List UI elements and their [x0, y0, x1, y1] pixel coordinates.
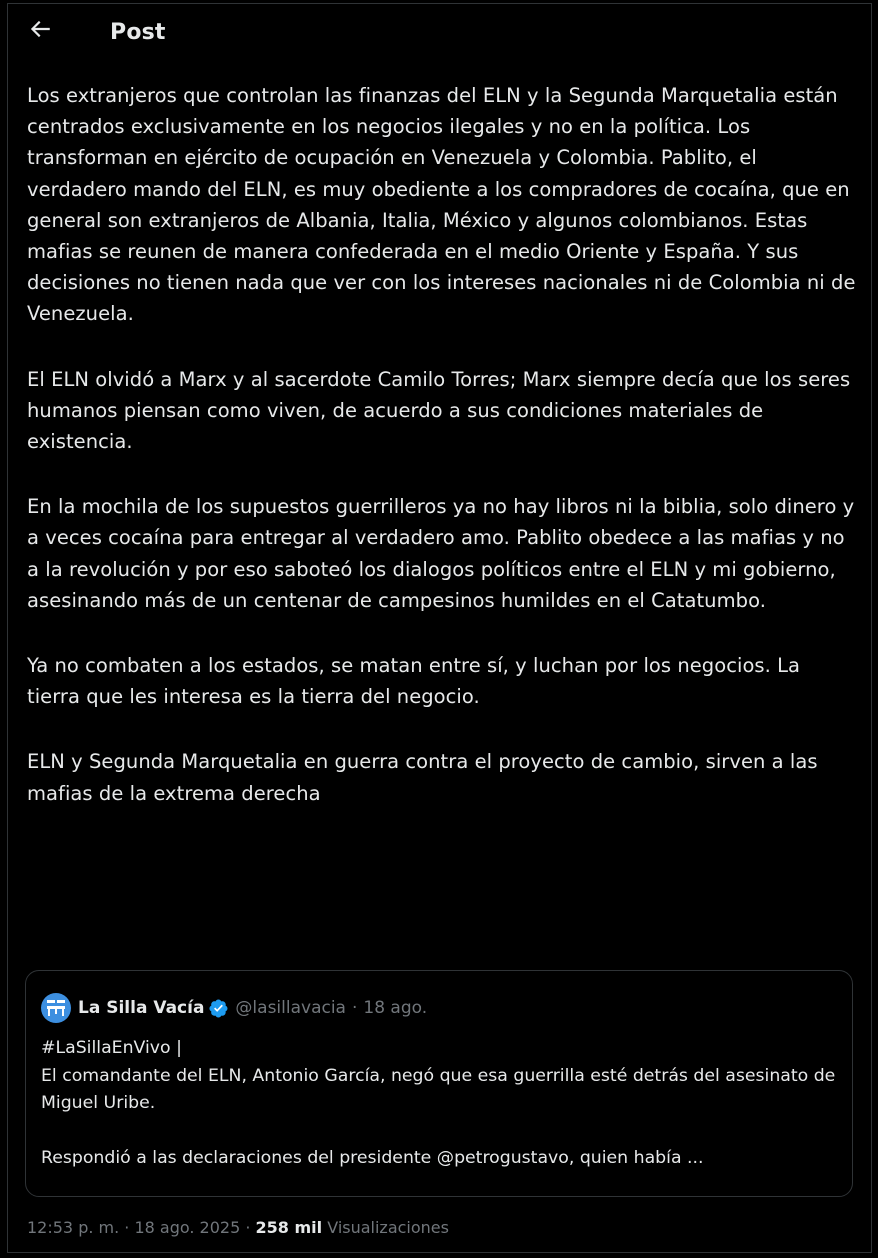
back-arrow-icon[interactable] — [27, 16, 53, 42]
page-title: Post — [110, 20, 166, 45]
quoted-post-date[interactable]: 18 ago. — [363, 998, 428, 1018]
dot-separator: · — [351, 998, 358, 1018]
post-metadata — [27, 1218, 449, 1237]
quoted-post-card[interactable] — [25, 970, 853, 1197]
quoted-post-header — [41, 993, 427, 1023]
quoted-post-text — [41, 1035, 841, 1173]
top-bar — [8, 4, 871, 62]
views-label: Visualizaciones — [327, 1218, 449, 1237]
views-count: 258 mil — [255, 1218, 323, 1237]
quoted-author-handle[interactable]: @lasillavacia — [235, 998, 346, 1018]
post-text — [27, 80, 857, 843]
post-paragraph: Los extranjeros que controlan las finanzas del ELN y la Segunda Marquetalia están centrados exclusivamente en los negocios ilegales y no en la política. Los transforman en ejército de ocupación en Venezuela y Colombia. Pablito, el verdadero mando del ELN, es muy obediente a los compradores de cocaína, que en general son extranjeros de Albania, Italia, México y algunos colombianos. Estas mafias se reunen de manera confederada en el medio Oriente y España. Y sus decisiones no tienen nada que ver con los intereses nacionales ni de Colombia ni de Venezuela. — [27, 84, 856, 326]
quoted-line: El comandante del ELN, Antonio García, negó que esa guerrilla esté detrás del asesinato de Miguel Uribe. — [41, 1065, 836, 1113]
post-paragraph: El ELN olvidó a Marx y al sacerdote Camilo Torres; Marx siempre decía que los seres humanos piensan como viven, de acuerdo a sus condiciones materiales de existencia. — [27, 367, 851, 454]
avatar[interactable] — [41, 993, 71, 1023]
post-paragraph: Ya no combaten a los estados, se matan entre sí, y luchan por los negocios. La tierra que les interesa es la tierra del negocio. — [27, 654, 801, 709]
quoted-author-name[interactable]: La Silla Vacía — [78, 998, 205, 1018]
chair-logo-icon — [45, 998, 67, 1018]
quoted-line: Respondió a las declaraciones del presidente @petrogustavo, quien había ... — [41, 1148, 704, 1168]
post-timestamp[interactable]: 12:53 p. m. · 18 ago. 2025 · — [27, 1218, 256, 1237]
quoted-line: #LaSillaEnVivo | — [41, 1038, 182, 1058]
post-paragraph: En la mochila de los supuestos guerrilleros ya no hay libros ni la biblia, solo dinero y a veces cocaína para entregar al verdadero amo. Pablito obedece a las mafias y no a la revolución y por eso saboteó los dialogos políticos entre el ELN y mi gobierno, asesinando más de un centenar de campesinos humildes en el Catatumbo. — [27, 495, 855, 612]
post-page — [7, 3, 872, 1253]
verified-badge-icon — [208, 998, 229, 1019]
post-paragraph: ELN y Segunda Marquetalia en guerra contra el proyecto de cambio, sirven a las mafias de la extrema derecha — [27, 750, 818, 805]
